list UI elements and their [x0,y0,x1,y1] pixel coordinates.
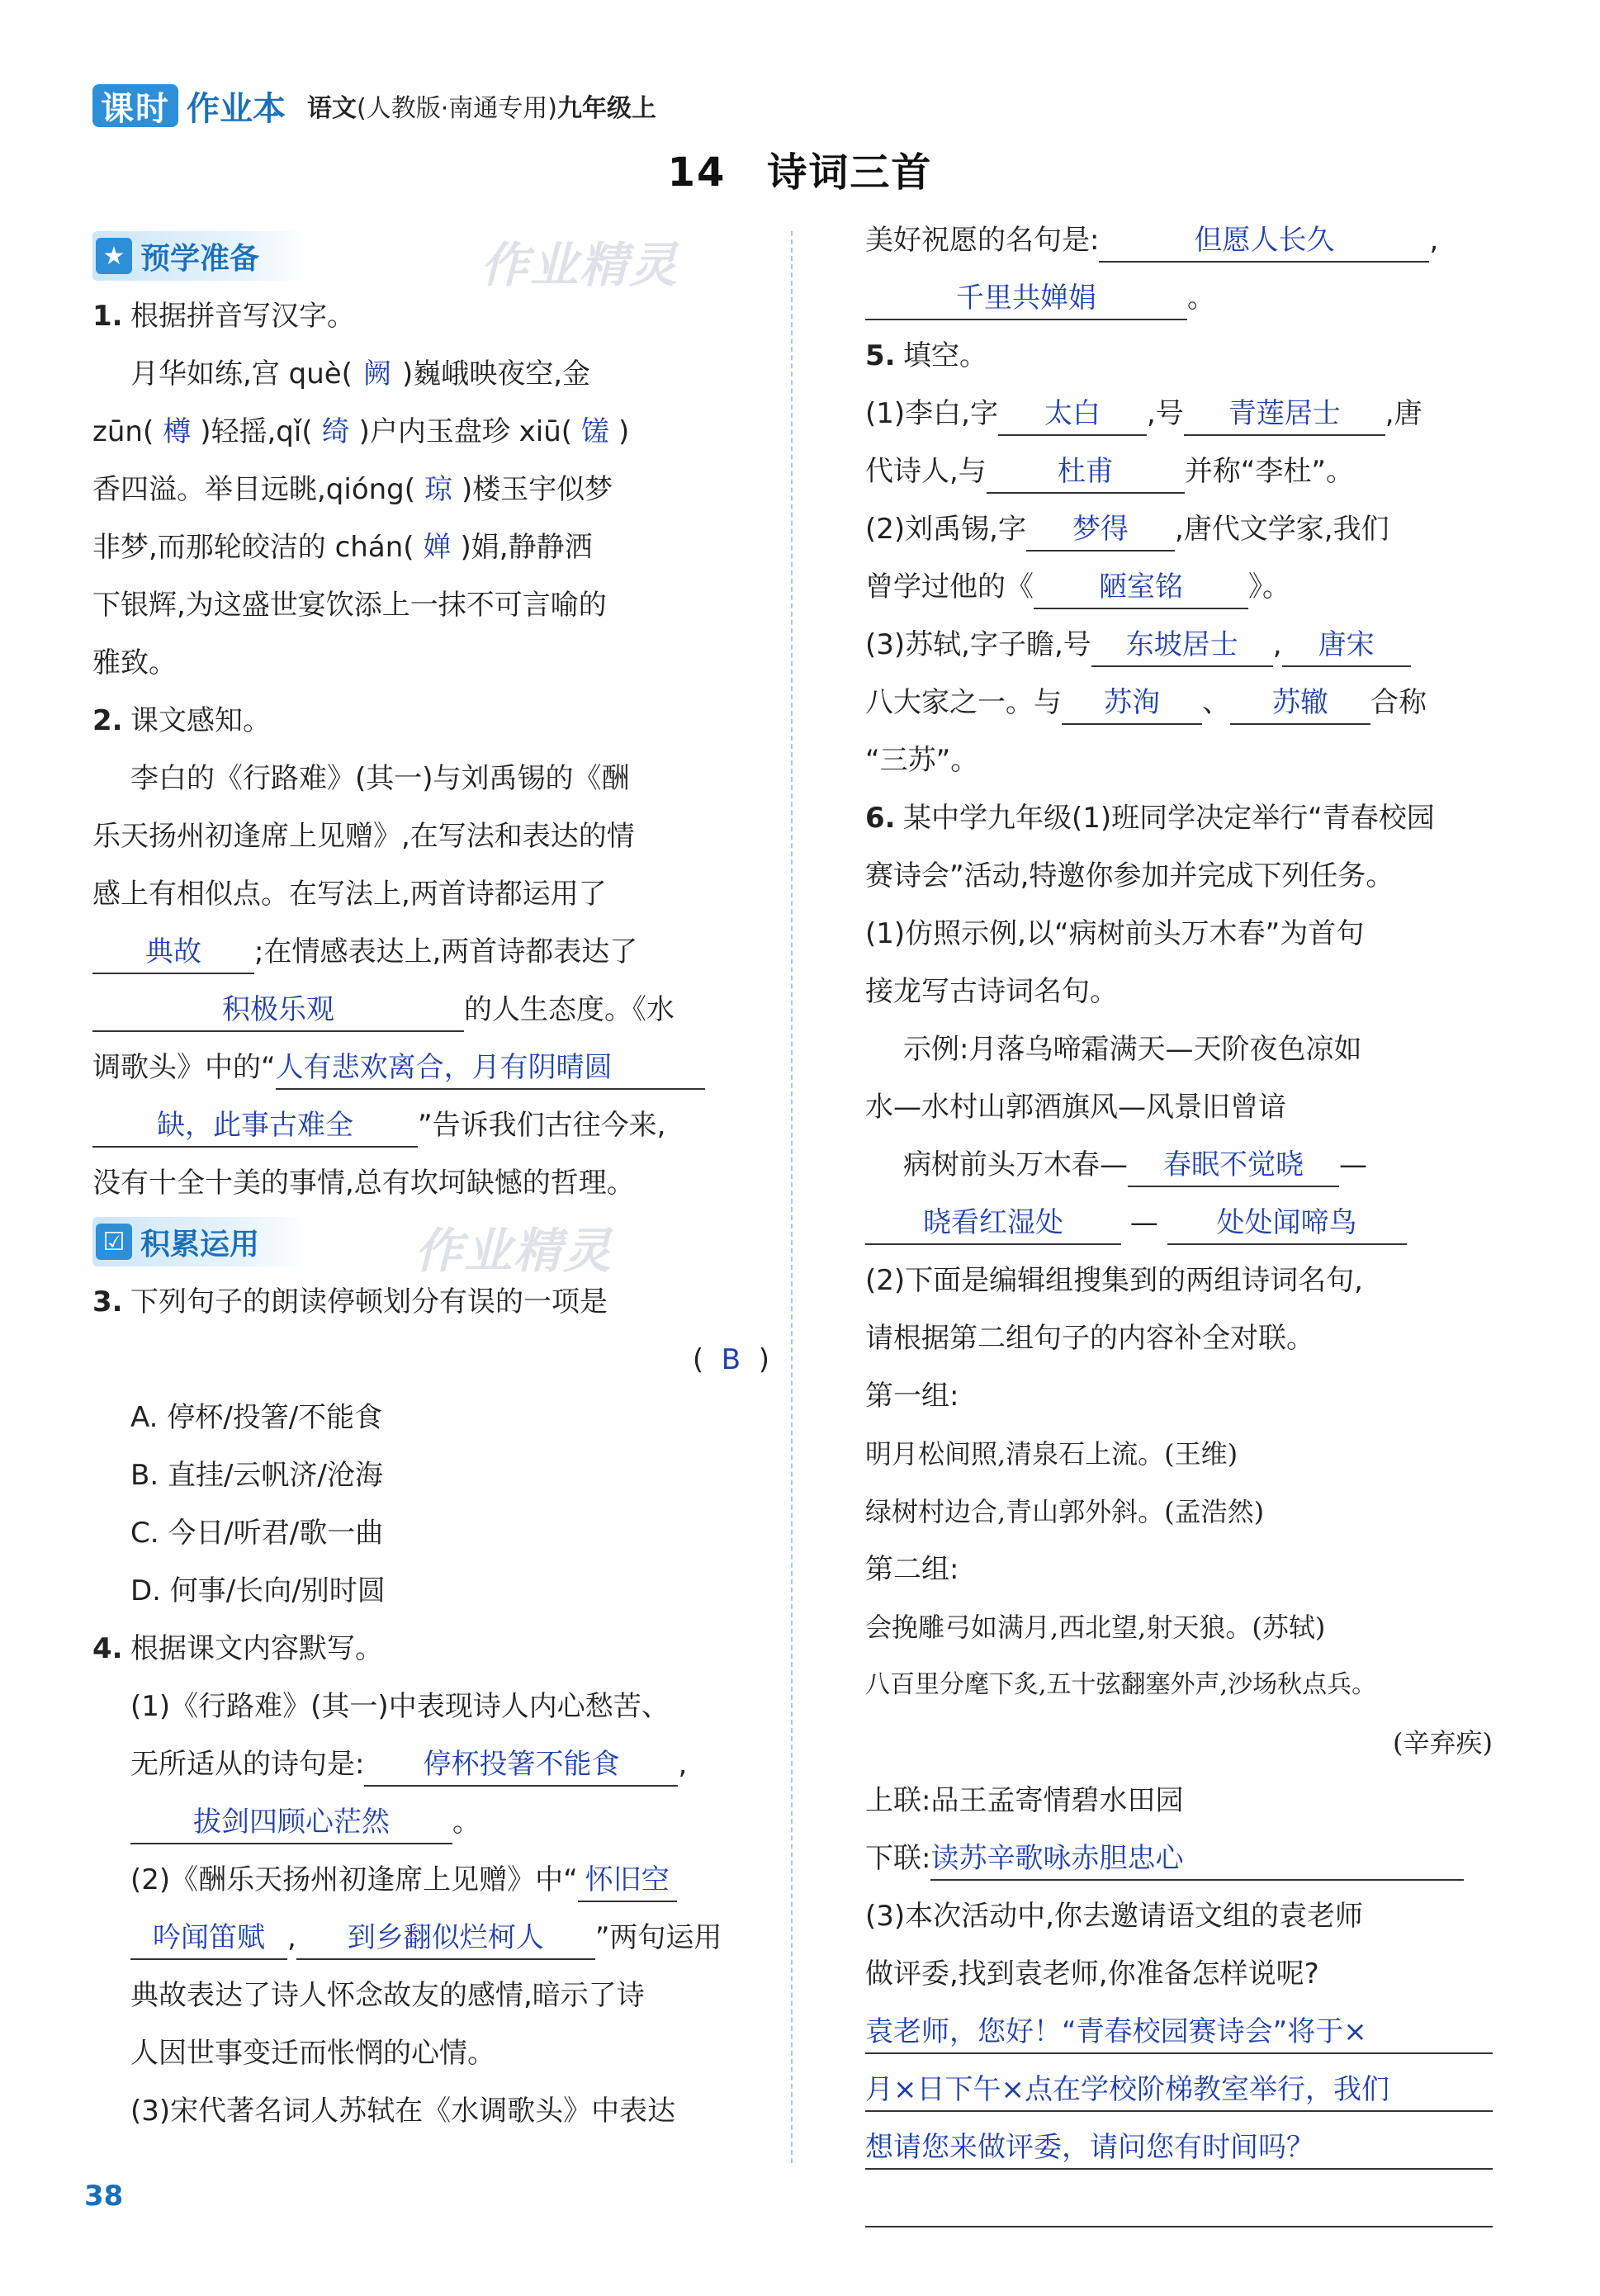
q6-p2-line2: 请根据第二组句子的内容补全对联。 [865,1322,1314,1355]
q6-p3-answer2 [865,2061,1493,2118]
q2-line5: 积极乐观 的人生态度。《水 [92,981,769,1039]
answer-blank: 杜甫 [987,451,1185,494]
q2-line7: 缺，此事古难全 ”告诉我们古往今来, [92,1096,769,1154]
q2-line1: 李白的《行路难》(其一)与刘禹锡的《酬 [130,762,630,795]
answer-blank: 拔剑四顾心茫然 [130,1801,452,1844]
q6-p1-line2: 接龙写古诗词名句。 [865,975,1118,1008]
q4-p1-line2: 无所适从的诗句是: 停杯投箸不能食 , [92,1735,769,1793]
answer-blank: 停杯投箸不能食 [364,1744,678,1787]
answer-blank: 典故 [92,931,254,974]
q4-p2-line3: 典故表达了诗人怀念故友的感情,暗示了诗 [130,1979,645,2012]
answer: 樽 [163,415,192,448]
q1-stem: 1. 根据拼音写汉字。 [92,300,355,333]
page-number: 38 [84,2180,124,2213]
q3-option-b: B. 直挂/云帆济/沧海 [130,1459,383,1492]
q1-line4: 非梦,而那轮皎洁的 chán( 婵 )娟,静静洒 [92,518,769,576]
q6-couplet-down: 下联:读苏辛歌咏赤胆忠心 [865,1830,1493,1887]
q2-stem: 2. 课文感知。 [92,704,271,737]
section-label: 预学准备 [140,241,260,276]
q6-stem-line1: 6. 某中学九年级(1)班同学决定举行“青春校园 [865,802,1435,835]
answer-blank: 吟闻笛赋 [130,1917,287,1960]
q2-line8: 没有十全十美的事情,总有坎坷缺憾的哲理。 [92,1167,635,1200]
q6-group2-line2: 八百里分麾下炙,五十弦翻塞外声,沙场秋点兵。 [865,1670,1377,1699]
q6-chain-line1: 病树前头万木春— 春眠不觉晓 — [865,1136,1493,1194]
lesson-title: 14 诗词三首 [667,149,933,196]
q4-p1-line3: 拔剑四顾心茫然 。 [92,1793,769,1851]
answer: B [721,1343,741,1376]
edition: (人教版·南通专用) [357,94,557,123]
q2-line6: 调歌头》中的“人有悲欢离合，月有阴晴圆 [92,1039,769,1096]
q4-stem: 4. 根据课文内容默写。 [92,1632,383,1665]
q4-p2-line2: 吟闻笛赋 , 到乡翻似烂柯人 ”两句运用 [92,1909,769,1967]
q6-stem-line2: 赛诗会”活动,特邀你参加并完成下列任务。 [865,859,1394,892]
answer: 琼 [424,473,453,506]
section-preview [92,231,309,281]
q4-p1-line1: (1)《行路难》(其一)中表现诗人内心愁苦、 [130,1690,670,1723]
answer-blank: 读苏辛歌咏赤胆忠心 [930,1838,1464,1881]
q6-p3-line2: 做评委,找到袁老师,你准备怎样说呢? [865,1958,1319,1991]
checkbox-icon: ☑ [96,1224,132,1260]
page-header [92,83,656,129]
q6-p2-line1: (2)下面是编辑组搜集到的两组诗词名句, [865,1264,1363,1297]
answer-blank: 晓看红湿处 [865,1202,1121,1245]
q1-line3: 香四溢。举目远眺,qióng( 琼 )楼玉宇似梦 [92,461,769,518]
watermark: 作业精灵 [414,1223,613,1279]
section-label: 积累运用 [140,1227,260,1262]
answer-blank: 怀旧空 [578,1859,677,1902]
answer: 绮 [321,415,350,448]
watermark: 作业精灵 [480,237,679,293]
q6-p3-answer1 [865,2003,1493,2061]
q5-p1-line1: (1)李白,字 太白 ,号 青莲居士 ,唐 [865,385,1493,443]
star-icon: ★ [96,238,132,274]
answer-blank: 春眠不觉晓 [1128,1144,1339,1187]
answer-blank: 东坡居士 [1091,624,1273,667]
q6-p3-answer3 [865,2118,1493,2176]
section-practice [92,1217,309,1266]
q5-p2-line1: (2)刘禹锡,字 梦得 ,唐代文学家,我们 [865,500,1493,558]
answer-blank: 到乡翻似烂柯人 [296,1917,595,1960]
q4-p3-line1: (3)宋代著名词人苏轼在《水调歌头》中表达 [130,2095,676,2128]
answer-blank: 缺，此事古难全 [92,1105,418,1148]
answer-blank: 陋室铭 [1034,566,1248,609]
q6-group1-line1: 明月松间照,清泉石上流。(王维) [865,1438,1238,1470]
q6-group1-line2: 绿树村边合,青山郭外斜。(孟浩然) [865,1496,1265,1527]
answer-blank: 处处闻啼鸟 [1167,1202,1407,1245]
q5-stem: 5. 填空。 [865,339,987,372]
brand-text: 作业本 [187,89,286,128]
answer-blank: 积极乐观 [92,989,464,1032]
q6-chain-line2: 晓看红湿处 — 处处闻啼鸟 [865,1194,1493,1252]
answer: 阙 [362,357,391,391]
q1-line2: zūn( 樽 )轻摇,qǐ( 绮 )户内玉盘珍 xiū( 馐 ) [92,403,769,461]
answer-blank: 唐宋 [1282,624,1411,667]
q5-p2-line2: 曾学过他的《 陋室铭 》。 [865,558,1493,616]
answer-blank: 千里共婵娟 [865,277,1187,320]
q4-p3-line3: 千里共婵娟 。 [865,269,1493,327]
subject: 语文 [307,94,357,123]
q1-line6: 雅致。 [92,646,177,679]
q6-example-line2: 水—水村山郭酒旗风—风景旧曾谙 [865,1091,1286,1124]
left-column [92,231,769,2140]
answer-blank: 太白 [998,393,1147,436]
answer-blank: 想请您来做评委，请问您有时间吗？ [865,2127,1493,2170]
q1-line1: 月华如练,宫 què( 阙 )巍峨映夜空,金 [92,345,769,403]
q6-group2-label: 第二组: [865,1553,959,1586]
q6-p3-answer4 [865,2176,1493,2234]
answer-blank: 苏洵 [1062,682,1202,725]
grade: 九年级上 [556,94,656,123]
q6-group2-line3: (辛弃疾) [1393,1727,1493,1759]
q6-couplet-up: 上联:品王孟寄情碧水田园 [865,1784,1184,1817]
q3-option-d: D. 何事/长向/别时圆 [130,1574,386,1607]
answer-blank: 月×日下午×点在学校阶梯教室举行，我们 [865,2069,1493,2112]
q5-p3-line1: (3)苏轼,字子瞻,号 东坡居士 , 唐宋 [865,616,1493,674]
book-subtitle [307,88,656,124]
q3-option-c: C. 今日/听君/歌一曲 [130,1517,384,1550]
right-column [865,211,1493,2234]
column-divider [791,231,793,2163]
answer-blank: 青莲居士 [1184,393,1385,436]
q5-p1-line2: 代诗人,与 杜甫 并称“李杜”。 [865,443,1493,500]
q5-p3-line3: “三苏”。 [865,744,979,777]
q1-line5: 下银辉,为这盛世宴饮添上一抹不可言喻的 [92,589,607,622]
q2-line4: 典故 ;在情感表达上,两首诗都表达了 [92,923,769,981]
answer: 馐 [581,415,610,448]
q3-stem: 3. 下列句子的朗读停顿划分有误的一项是 [92,1285,608,1318]
q3-answer: ( B ) [692,1343,769,1376]
answer-blank: 梦得 [1026,509,1175,552]
answer-blank: 人有悲欢离合，月有阴晴圆 [276,1047,705,1090]
q2-line2: 乐天扬州初逢席上见赠》,在写法和表达的情 [92,820,635,853]
answer-blank: 但愿人长久 [1099,220,1429,263]
answer: 婵 [423,531,452,564]
answer-blank: 苏辙 [1230,682,1370,725]
q3-option-a: A. 停杯/投箸/不能食 [130,1401,383,1434]
q6-group2-line1: 会挽雕弓如满月,西北望,射天狼。(苏轼) [865,1612,1326,1643]
q6-p3-line1: (3)本次活动中,你去邀请语文组的袁老师 [865,1900,1363,1933]
q4-p2-line4: 人因世事变迁而怅惘的心情。 [130,2037,495,2070]
q6-p1-line1: (1)仿照示例,以“病树前头万木春”为首句 [865,917,1365,950]
q5-p3-line2: 八大家之一。与 苏洵 、 苏辙 合称 [865,674,1493,731]
q4-p3-line2: 美好祝愿的名句是: 但愿人长久 , [865,211,1493,269]
q6-example-line1: 示例:月落乌啼霜满天—天阶夜色凉如 [903,1033,1362,1066]
brand-logo: 课时 [92,84,178,127]
q6-group1-label: 第一组: [865,1380,959,1413]
q2-line3: 感上有相似点。在写法上,两首诗都运用了 [92,878,607,911]
answer-blank: 袁老师，您好！“青春校园赛诗会”将于× [865,2011,1493,2054]
q4-p2-line1: (2)《酬乐天扬州初逢席上见赠》中“ 怀旧空 [92,1851,769,1909]
